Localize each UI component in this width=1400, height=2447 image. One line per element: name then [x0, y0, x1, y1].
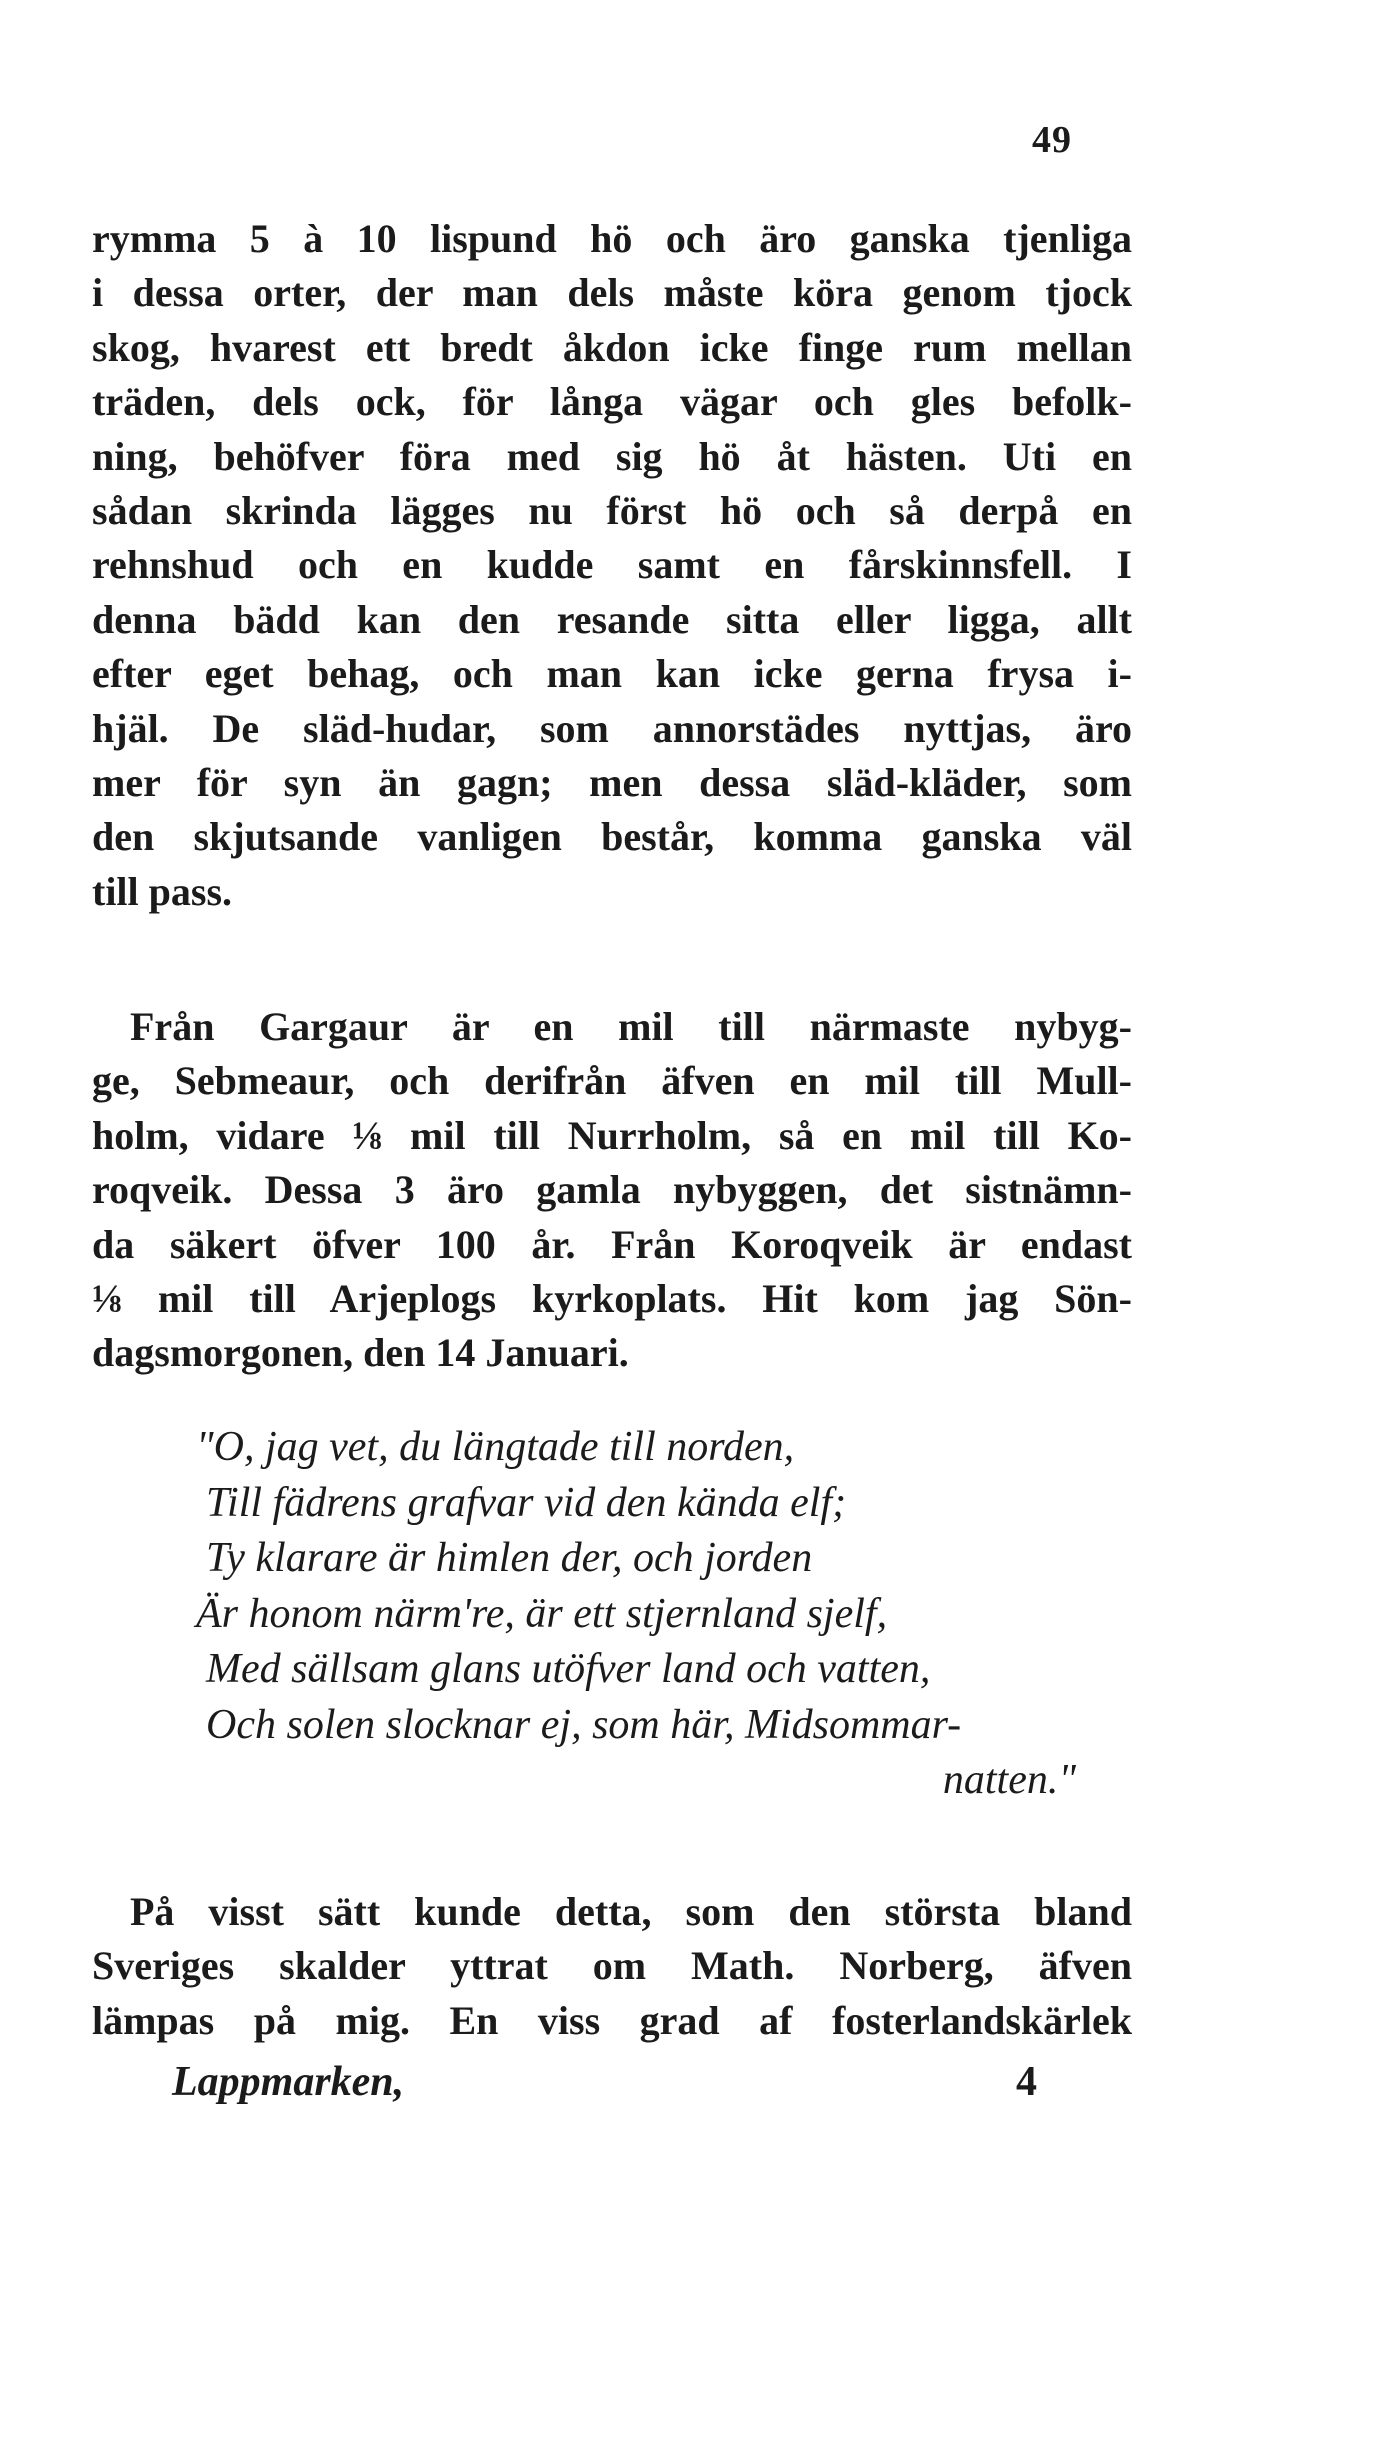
poem-line: natten."	[942, 1757, 1076, 1803]
text-line: rymma 5 à 10 lispund hö och äro ganska tjenliga	[92, 216, 1132, 261]
poem-line: Till fädrens grafvar vid den kända elf;	[206, 1479, 847, 1526]
poem-line: Med sällsam glans utöfver land och vatten,	[206, 1646, 931, 1692]
text-line: sådan skrinda lägges nu först hö och så derpå en	[92, 487, 1132, 533]
text-line: På visst sätt kunde detta, som den största bland	[130, 1889, 1132, 1934]
poem-line: Ty klarare är himlen der, och jorden	[206, 1535, 813, 1581]
paragraph-3	[92, 1885, 1132, 2048]
text-line: rehnshud och en kudde samt en fårskinnsfell. I	[92, 542, 1132, 588]
text-line: till pass.	[92, 868, 233, 914]
text-line: i dessa orter, der man dels måste köra genom tjock	[92, 270, 1132, 316]
text-line: lämpas på mig. En viss grad af fosterlandskärlek	[92, 1997, 1132, 2043]
paragraph-2	[92, 1000, 1132, 1381]
text-line: hjäl. De släd-hudar, som annorstädes nyttjas, äro	[92, 705, 1132, 751]
text-line: mer för syn än gagn; men dessa släd-kläder, som	[92, 759, 1132, 805]
page-number: 49	[1032, 119, 1072, 161]
signature-mark: 4	[1016, 2059, 1037, 2105]
text-line: holm, vidare ⅛ mil till Nurrholm, så en mil till Ko-	[92, 1112, 1132, 1158]
paragraph-1	[92, 212, 1132, 919]
text-line: ⅛ mil till Arjeplogs kyrkoplats. Hit kom jag Sön-	[92, 1275, 1132, 1321]
text-line: skog, hvarest ett bredt åkdon icke finge rum mellan	[92, 324, 1132, 370]
text-line: träden, dels ock, för långa vägar och gles befolk-	[92, 379, 1132, 425]
poem-quote	[196, 1420, 1156, 1809]
text-line: efter eget behag, och man kan icke gerna frysa i-	[92, 651, 1132, 697]
text-line: ge, Sebmeaur, och derifrån äfven en mil till Mull-	[92, 1058, 1132, 1104]
poem-line: Och solen slocknar ej, som här, Midsommar-	[206, 1701, 962, 1748]
text-line: den skjutsande vanligen består, komma ganska väl	[92, 814, 1132, 860]
text-line: Sveriges skalder yttrat om Math. Norberg, äfven	[92, 1943, 1132, 1989]
text-line: Från Gargaur är en mil till närmaste nybyg-	[130, 1004, 1132, 1049]
signature-line: Lappmarken,	[172, 2059, 405, 2105]
poem-line: Är honom närm're, är ett stjernland sjelf,	[196, 1590, 888, 1637]
text-line: denna bädd kan den resande sitta eller ligga, allt	[92, 596, 1132, 642]
poem-line: "O, jag vet, du längtade till norden,	[196, 1424, 795, 1470]
text-line: da säkert öfver 100 år. Från Koroqveik är endast	[92, 1221, 1132, 1267]
text-line: roqveik. Dessa 3 äro gamla nybyggen, det sistnämn-	[92, 1167, 1132, 1213]
text-line: ning, behöfver föra med sig hö åt hästen. Uti en	[92, 433, 1132, 479]
text-line: dagsmorgonen, den 14 Januari.	[92, 1330, 629, 1376]
